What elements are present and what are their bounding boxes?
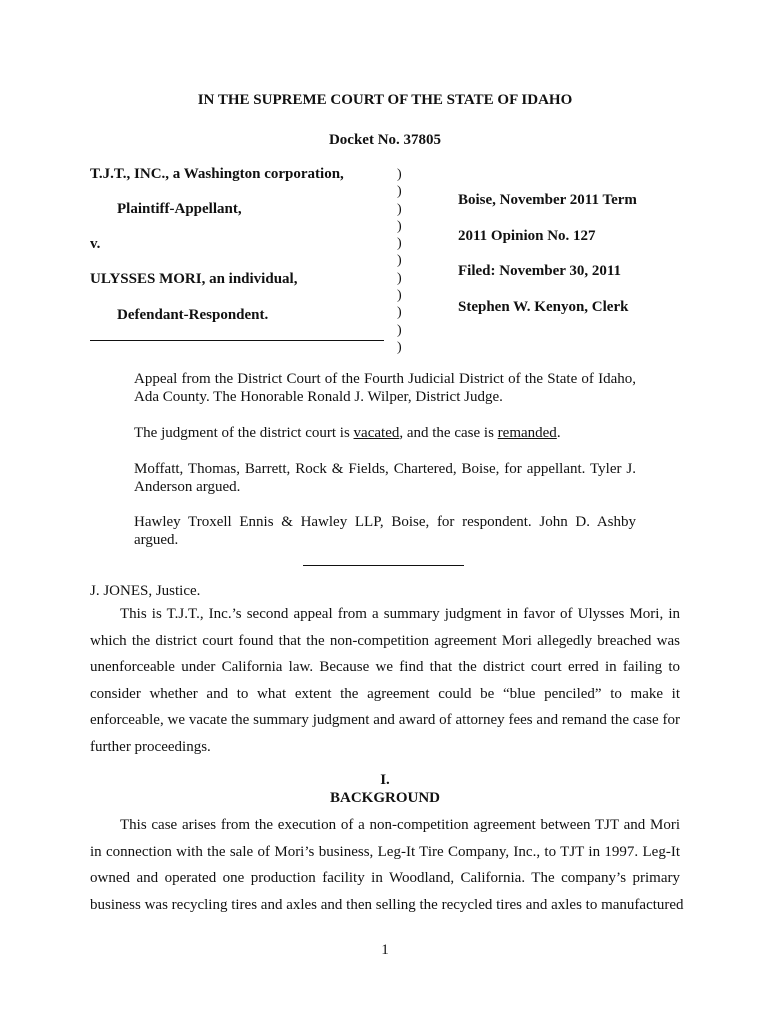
text-line: consider whether and to what extent the agreement could be “blue penciled” to make it <box>90 685 680 702</box>
section-number: I. <box>380 772 390 788</box>
plaintiff-role: Plaintiff-Appellant, <box>117 201 242 217</box>
respondent-counsel: Hawley Troxell Ennis & Hawley LLP, Boise, for respondent. John D. Ashby argued. <box>134 514 636 548</box>
term: Boise, November 2011 Term <box>458 192 637 208</box>
clerk: Stephen W. Kenyon, Clerk <box>458 299 629 315</box>
vacated-text: vacated <box>353 425 400 441</box>
remanded-text: remanded <box>497 425 557 441</box>
paragraph-background <box>90 812 684 918</box>
defendant-name: ULYSSES MORI, an individual, <box>90 271 298 287</box>
text-line: This is T.J.T., Inc.’s second appeal from a summary judgment in favor of Ulysses Mori, in <box>120 606 680 622</box>
defendant-role: Defendant-Respondent. <box>117 307 269 323</box>
text-line: This case arises from the execution of a non-competition agreement between TJT and Mori <box>120 817 680 833</box>
docket-number: Docket No. 37805 <box>328 132 442 148</box>
text-line: unenforceable under California law. Because we find that the district court erred in failing to <box>90 659 680 675</box>
appeal-statement: Appeal from the District Court of the Fourth Judicial District of the State of Idaho, Ada County. The Honorable Ronald J. Wilper, District Judge. <box>134 371 636 405</box>
text-line: further proceedings. <box>90 738 211 755</box>
text-line: which the district court found that the non-competition agreement Mori allegedly breached was <box>90 632 680 649</box>
judgment-statement: The judgment of the district court is vacated, and the case is remanded. <box>134 425 561 441</box>
text-line: in connection with the sale of Mori’s business, Leg-It Tire Company, Inc., to TJT in 1997. Leg-It <box>90 843 680 860</box>
separator-rule <box>303 565 464 566</box>
plaintiff-name: T.J.T., INC., a Washington corporation, <box>90 166 344 182</box>
text-line: owned and operated one production facility in Woodland, California. The company’s primary <box>90 870 680 886</box>
page-number: 1 <box>381 942 389 958</box>
versus: v. <box>90 236 101 252</box>
appellant-counsel: Moffatt, Thomas, Barrett, Rock & Fields, Chartered, Boise, for appellant. Tyler J. Anderson argued. <box>134 461 636 495</box>
caption-rule <box>90 340 384 341</box>
text-line: enforceable, we vacate the summary judgment and award of attorney fees and remand the case for <box>90 712 680 728</box>
paragraph-intro <box>90 601 680 760</box>
caption-parentheses: ) ) ) ) ) ) ) ) ) ) ) <box>397 167 402 355</box>
text-line: business was recycling tires and axles and then selling the recycled tires and axles to manufactured <box>90 896 684 913</box>
court-title: IN THE SUPREME COURT OF THE STATE OF IDAHO <box>197 92 573 108</box>
opinion-author: J. JONES, Justice. <box>90 583 201 599</box>
opinion-number: 2011 Opinion No. 127 <box>458 228 596 244</box>
filed-date: Filed: November 30, 2011 <box>458 263 622 279</box>
section-title: BACKGROUND <box>329 790 440 806</box>
